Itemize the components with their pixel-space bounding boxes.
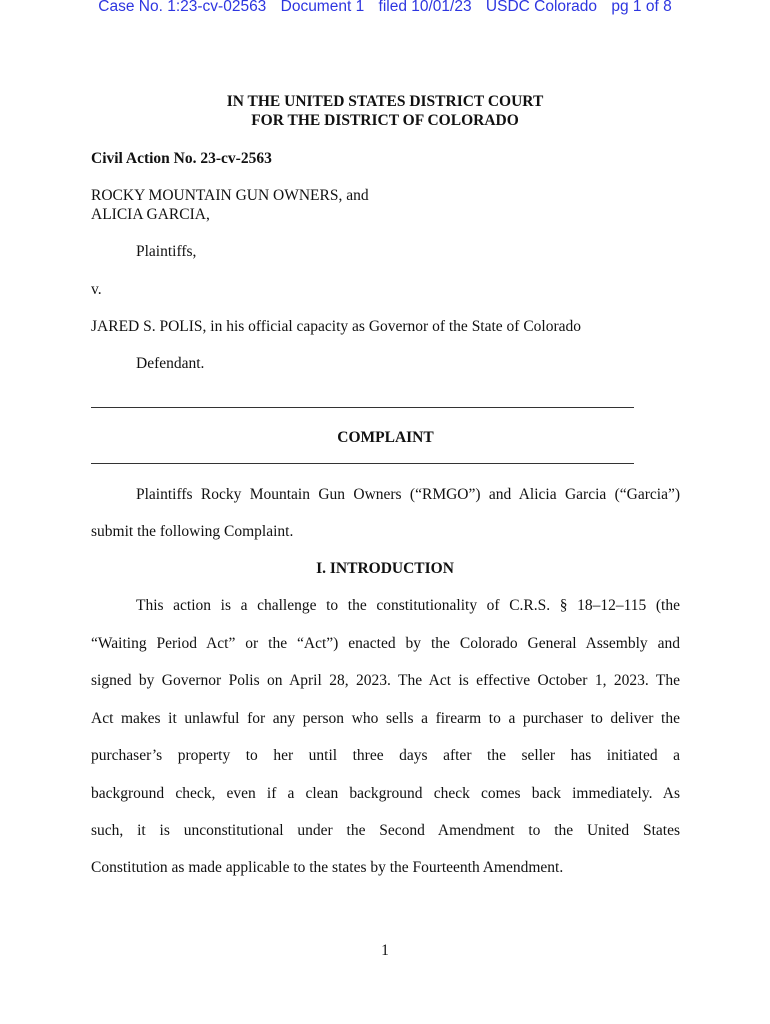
title-top-rule <box>91 407 634 408</box>
body-line-6: background check, even if a clean background check comes back immediately. As <box>91 785 680 802</box>
court-name: USDC Colorado <box>485 0 598 15</box>
plaintiffs-label: Plaintiffs, <box>136 243 197 260</box>
title-bottom-rule <box>91 463 634 464</box>
section-heading: I. INTRODUCTION <box>316 560 454 577</box>
document-title: COMPLAINT <box>337 429 434 446</box>
intro-line-1: Plaintiffs Rocky Mountain Gun Owners (“RMGO”) and Alicia Garcia (“Garcia”) <box>136 486 680 503</box>
body-line-7: such, it is unconstitutional under the Second Amendment to the United States <box>91 822 680 839</box>
body-line-3: signed by Governor Polis on April 28, 2023. The Act is effective October 1, 2023. The <box>91 672 680 689</box>
plaintiff-line-2: ALICIA GARCIA, <box>91 206 210 223</box>
body-line-1: This action is a challenge to the constitutionality of C.R.S. § 18–12–115 (the <box>136 597 680 614</box>
court-line-1: IN THE UNITED STATES DISTRICT COURT <box>226 93 544 110</box>
body-line-8: Constitution as made applicable to the states by the Fourteenth Amendment. <box>91 859 564 876</box>
body-line-5: purchaser’s property to her until three days after the seller has initiated a <box>91 747 680 764</box>
document-number: Document 1 <box>280 0 365 15</box>
case-number: Case No. 1:23-cv-02563 <box>98 0 267 15</box>
intro-line-2: submit the following Complaint. <box>91 523 294 540</box>
filing-header <box>0 0 770 16</box>
court-line-2: FOR THE DISTRICT OF COLORADO <box>251 112 519 129</box>
defendant-line: JARED S. POLIS, in his official capacity as Governor of the State of Colorado <box>91 318 582 335</box>
page-indicator: pg 1 of 8 <box>611 0 672 15</box>
page-number: 1 <box>381 942 389 959</box>
defendant-label: Defendant. <box>136 355 205 372</box>
plaintiff-line-1: ROCKY MOUNTAIN GUN OWNERS, and <box>91 187 369 204</box>
civil-action-number: Civil Action No. 23-cv-2563 <box>91 150 272 167</box>
filed-date: filed 10/01/23 <box>378 0 472 15</box>
versus: v. <box>91 281 102 298</box>
body-line-2: “Waiting Period Act” or the “Act”) enacted by the Colorado General Assembly and <box>91 635 680 652</box>
body-line-4: Act makes it unlawful for any person who sells a firearm to a purchaser to deliver the <box>91 710 680 727</box>
